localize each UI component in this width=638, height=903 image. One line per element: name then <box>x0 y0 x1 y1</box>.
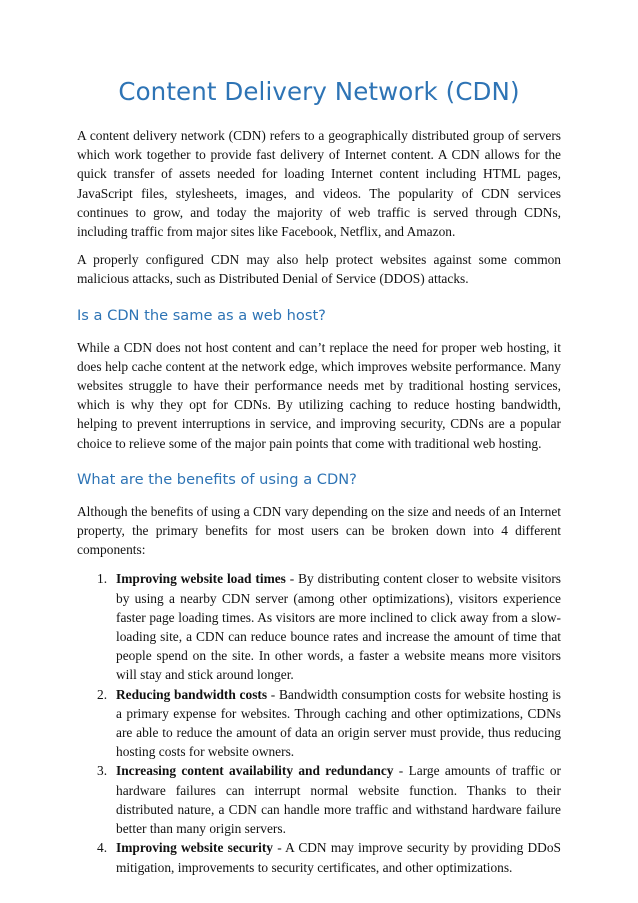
section-paragraph-benefits: Although the benefits of using a CDN vary depending on the size and needs of an Internet property, the primary benefits for most users can be broken down into 4 different components: <box>77 503 561 558</box>
intro-paragraph-1: A content delivery network (CDN) refers to a geographically distributed group of servers which work together to provide fast delivery of Internet content. A CDN allows for the quick transfer of assets needed for loading Internet content including HTML pages, JavaScript files, stylesheets, images, and videos. The popularity of CDN services continues to grow, and today the majority of web traffic is served through CDNs, including traffic from major sites like Facebook, Netflix, and Amazon. <box>77 128 561 240</box>
intro-paragraph-2: A properly configured CDN may also help protect websites against some common malicious attacks, such as Distributed Denial of Service (DDOS) attacks. <box>77 252 561 287</box>
list-item <box>77 569 561 684</box>
list-item <box>77 685 561 762</box>
document-title: Content Delivery Network (CDN) <box>118 77 520 106</box>
list-item-text: - Bandwidth consumption costs for website hosting is a primary expense for websites. Through caching and other optimizations, CDNs are able to reduce the amount of data an origin server must provide, thus reducing hosting costs for website owners. <box>116 686 561 760</box>
list-item-term: Reducing bandwidth costs <box>116 686 268 702</box>
list-item <box>77 838 561 876</box>
list-item-number: 1. <box>97 571 108 587</box>
list-item <box>77 761 561 838</box>
benefits-list <box>77 569 561 876</box>
section-heading-web-host: Is a CDN the same as a web host? <box>77 306 326 324</box>
list-item-term: Improving website load times <box>116 571 286 587</box>
list-item-text: - A CDN may improve security by providing DDoS mitigation, improvements to security certificates, and other optimizations. <box>116 840 561 875</box>
section-heading-benefits: What are the benefits of using a CDN? <box>77 470 357 488</box>
list-item-number: 2. <box>97 686 108 702</box>
list-item-text: - Large amounts of traffic or hardware failures can interrupt normal website function. Thanks to their distributed nature, a CDN can handle more traffic and withstand hardware failure better than many origin servers. <box>116 763 561 837</box>
list-item-term: Improving website security <box>116 840 273 856</box>
list-item-number: 4. <box>97 840 108 856</box>
section-paragraph-web-host: While a CDN does not host content and can’t replace the need for proper web hosting, it does help cache content at the network edge, which improves website performance. Many websites struggle to have their performance needs met by traditional hosting services, which is why they opt for CDNs. By utilizing caching to reduce hosting bandwidth, helping to prevent interruptions in service, and improving security, CDNs are a popular choice to relieve some of the major pain points that come with traditional web hosting. <box>77 339 561 451</box>
list-item-number: 3. <box>97 763 108 779</box>
list-item-term: Increasing content availability and redundancy <box>116 763 394 779</box>
list-item-text: - By distributing content closer to website visitors by using a nearby CDN server (among other optimizations), visitors experience faster page loading times. As visitors are more inclined to click away from a slow-loading site, a CDN can reduce bounce rates and increase the amount of time that people spend on the site. In other words, a faster a website means more visitors will stay and stick around longer. <box>116 571 561 683</box>
